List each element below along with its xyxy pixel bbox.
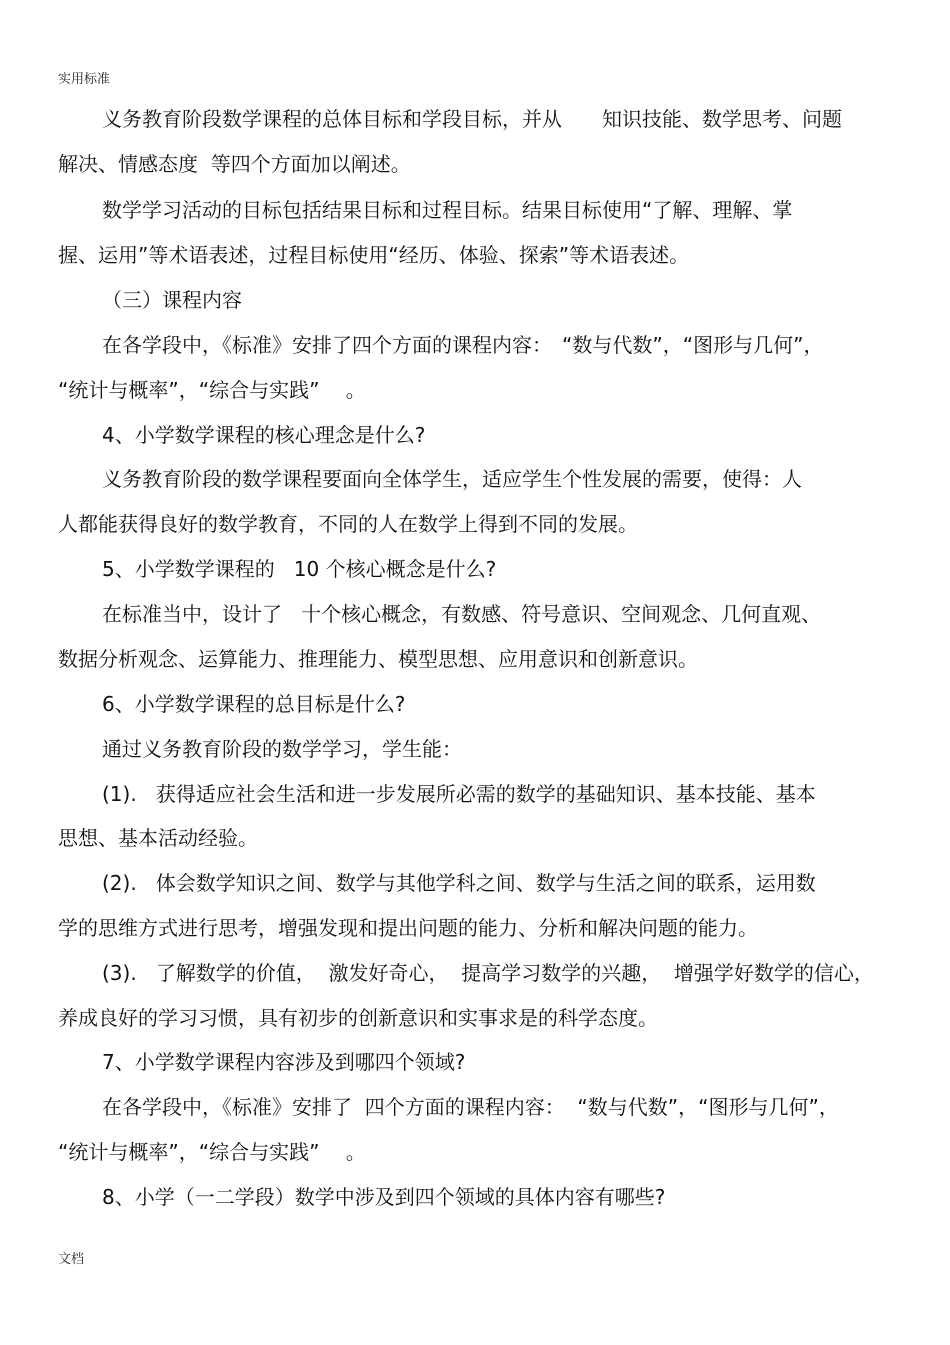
paragraph-line: 数据分析观念、运算能力、推理能力、模型思想、应用意识和创新意识。 <box>58 647 698 671</box>
question-heading: 8、小学（一二学段）数学中涉及到四个领域的具体内容有哪些? <box>102 1185 666 1209</box>
paragraph-line: 人都能获得良好的数学教育，不同的人在数学上得到不同的发展。 <box>58 512 638 536</box>
question-heading: 5、小学数学课程的 10 个核心概念是什么? <box>102 557 497 581</box>
list-item-line: 思想、基本活动经验。 <box>58 826 258 850</box>
list-item-line: 养成良好的学习习惯，具有初步的创新意识和实事求是的科学态度。 <box>58 1006 658 1030</box>
paragraph-line: 数学学习活动的目标包括结果目标和过程目标。结果目标使用“了解、理解、掌 <box>102 198 793 222</box>
list-item-line: (2). 体会数学知识之间、数学与其他学科之间、数学与生活之间的联系，运用数 <box>102 871 816 895</box>
paragraph-line: 解决、情感态度 等四个方面加以阐述。 <box>58 152 411 176</box>
page-footer: 文档 <box>58 1252 85 1267</box>
question-heading: 6、小学数学课程的总目标是什么? <box>102 692 406 716</box>
paragraph-line: “统计与概率”，“综合与实践” 。 <box>58 1140 366 1164</box>
paragraph-line: “统计与概率”，“综合与实践” 。 <box>58 378 366 402</box>
section-heading: （三）课程内容 <box>102 288 242 312</box>
paragraph-line: 在标准当中，设计了 十个核心概念，有数感、符号意识、空间观念、几何直观、 <box>102 602 822 626</box>
paragraph-line: 义务教育阶段数学课程的总体目标和学段目标，并从 知识技能、数学思考、问题 <box>102 107 842 131</box>
list-item-line: 学的思维方式进行思考，增强发现和提出问题的能力、分析和解决问题的能力。 <box>58 916 758 940</box>
paragraph-line: 在各学段中，《标准》安排了 四个方面的课程内容： “数与代数”，“图形与几何”， <box>102 1095 839 1119</box>
question-heading: 4、小学数学课程的核心理念是什么? <box>102 423 426 447</box>
paragraph-line: 通过义务教育阶段的数学学习，学生能： <box>102 737 462 761</box>
paragraph-line: 义务教育阶段的数学课程要面向全体学生，适应学生个性发展的需要，使得：人 <box>102 467 802 491</box>
paragraph-line: 握、运用”等术语表述，过程目标使用“经历、体验、探索”等术语表述。 <box>58 243 690 267</box>
list-item-line: (1). 获得适应社会生活和进一步发展所必需的数学的基础知识、基本技能、基本 <box>102 782 816 806</box>
list-item-line: (3). 了解数学的价值， 激发好奇心， 提高学习数学的兴趣， 增强学好数学的信心， <box>102 961 874 985</box>
page-header: 实用标准 <box>58 72 111 87</box>
question-heading: 7、小学数学课程内容涉及到哪四个领域? <box>102 1050 466 1074</box>
paragraph-line: 在各学段中，《标准》安排了四个方面的课程内容： “数与代数”，“图形与几何”， <box>102 333 824 357</box>
